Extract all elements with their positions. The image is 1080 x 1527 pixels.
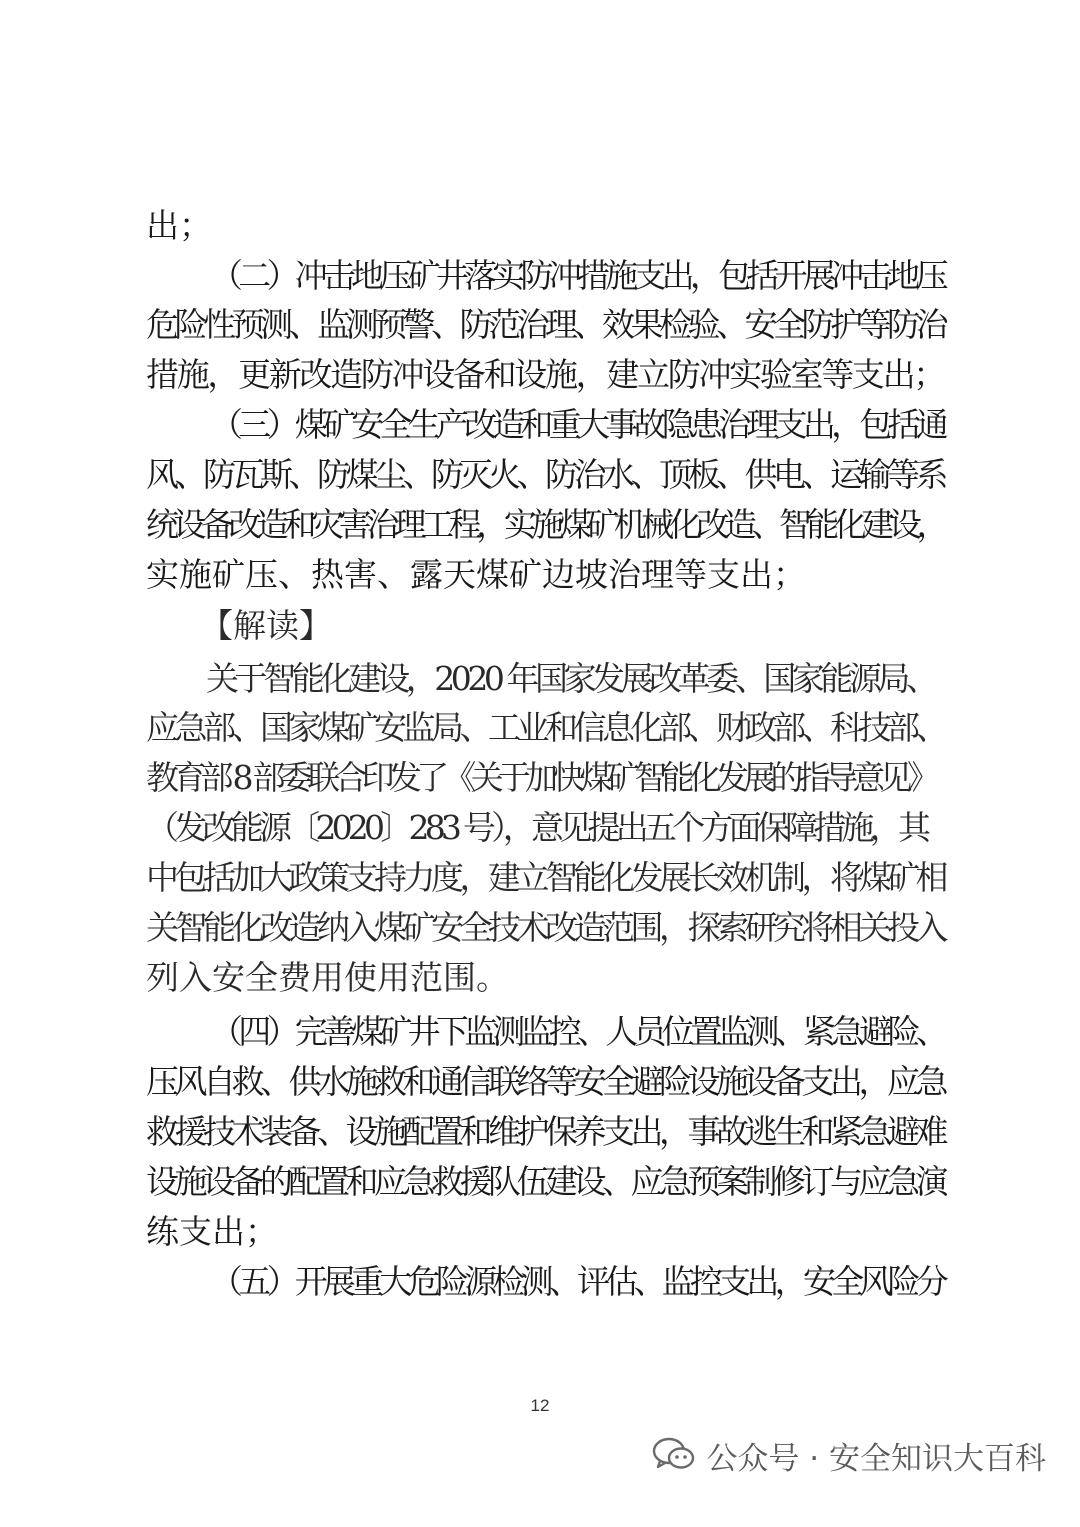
text-line: 统设备改造和灾害治理工程，实施煤矿机械化改造、智能化建设， [146, 505, 944, 544]
text-line: 列入安全费用使用范围。 [146, 958, 509, 997]
text-line: （发改能源〔2020〕283 号），意见提出五个方面保障措施，其 [146, 808, 927, 847]
text-line: 关于智能化建设，2020 年国家发展改革委、国家能源局、 [206, 659, 935, 698]
text-line: （三）煤矿安全生产改造和重大事故隐患治理支出，包括通 [210, 405, 944, 444]
text-line: 实施矿压、热害、露天煤矿边坡治理等支出； [146, 555, 806, 594]
text-line: 练支出； [146, 1212, 278, 1251]
text-line: 教育部 8 部委联合印发了《关于加快煤矿智能化发展的指导意见》 [146, 758, 935, 797]
text-line: 中包括加大政策支持力度，建立智能化发展长效机制，将煤矿相 [146, 858, 944, 897]
interpretation-heading: 【解读】 [200, 606, 332, 645]
text-line: （五）开展重大危险源检测、评估、监控支出，安全风险分 [210, 1262, 944, 1301]
text-line: 出； [146, 206, 212, 245]
text-line: （二）冲击地压矿井落实防冲措施支出，包括开展冲击地压 [210, 256, 944, 295]
text-line: 设施设备的配置和应急救援队伍建设、应急预案制修订与应急演 [146, 1162, 944, 1201]
wechat-icon [652, 1436, 696, 1474]
footer-text: 公众号 · 安全知识大百科 [706, 1440, 1046, 1477]
text-line: 关智能化改造纳入煤矿安全技术改造范围，探索研究将相关投入 [146, 908, 944, 947]
wechat-footer[interactable] [652, 1430, 1046, 1480]
text-line: 危险性预测、监测预警、防范治理、效果检验、安全防护等防治 [146, 305, 944, 344]
page-number: 12 [530, 1396, 550, 1415]
text-line: （四）完善煤矿井下监测监控、人员位置监测、紧急避险、 [210, 1012, 944, 1051]
text-line: 救援技术装备、设施配置和维护保养支出，事故逃生和紧急避难 [146, 1112, 944, 1151]
text-line: 应急部、国家煤矿安监局、工业和信息化部、财政部、科技部、 [146, 708, 944, 747]
text-line: 压风自救、供水施救和通信联络等安全避险设施设备支出，应急 [146, 1062, 944, 1101]
text-line: 风、防瓦斯、防煤尘、防灭火、防治水、顶板、供电、运输等系 [146, 455, 944, 494]
text-line: 措施，更新改造防冲设备和设施，建立防冲实验室等支出； [146, 355, 944, 394]
